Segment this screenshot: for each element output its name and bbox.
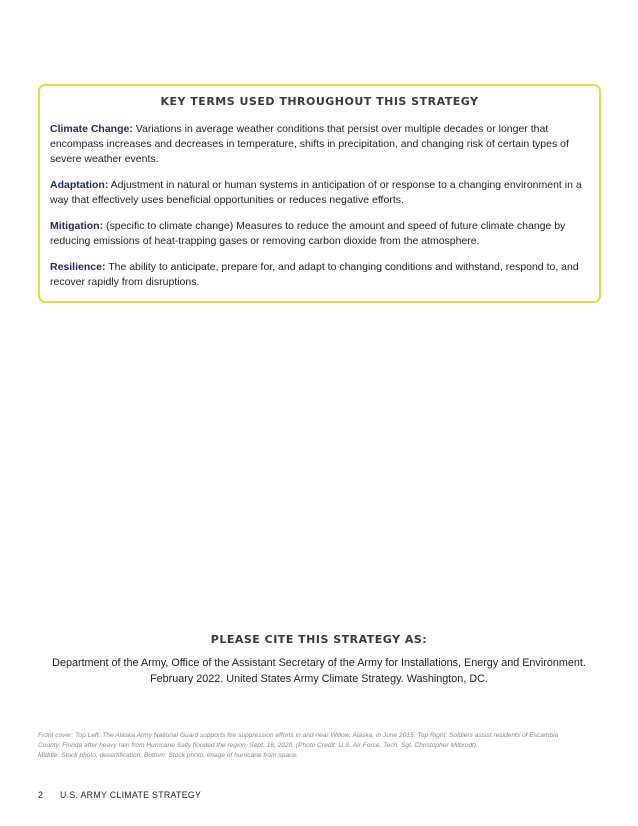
- term-definition: (specific to climate change) Measures to reduce the amount and speed of future climate change by reducing emissions of heat-trapping gases or removing carbon dioxide from the atmosphere.: [50, 220, 566, 247]
- citation-line-2: February 2022. United States Army Climate Strategy. Washington, DC.: [150, 673, 488, 685]
- term-name: Resilience:: [50, 261, 106, 273]
- footer-document-title: U.S. ARMY CLIMATE STRATEGY: [59, 790, 202, 800]
- photo-credits-line-2: County, Florida after heavy rain from Hurricane Sally flooded the region, Sept. 16, 2020. (Photo Credit: U.S. Air Force, Tech. Sgt. Christopher Milbrodt).: [38, 742, 478, 749]
- citation-line-1: Department of the Army, Office of the Assistant Secretary of the Army for Installations, Energy and Environment.: [52, 657, 586, 669]
- photo-credits: [38, 731, 603, 761]
- citation-title: PLEASE CITE THIS STRATEGY AS:: [210, 633, 428, 646]
- page-number: 2: [38, 790, 44, 800]
- term-definition: Variations in average weather conditions that persist over multiple decades or longer that encompass increases and decreases in temperature, shifts in precipitation, and changing risk of certain types of severe weather events.: [50, 123, 569, 165]
- term-mitigation: [50, 219, 589, 249]
- term-name: Climate Change:: [50, 123, 133, 135]
- term-definition: Adjustment in natural or human systems in anticipation of or response to a changing environment in a way that effectively uses beneficial opportunities or reduces negative efforts.: [50, 179, 582, 206]
- photo-credits-line-1: Front cover: Top Left: The Alaska Army National Guard supports fire suppression efforts in and near Willow, Alaska, in June 2015. Top Right: Soldiers assist residents of Escambia: [38, 732, 559, 739]
- term-name: Adaptation:: [50, 179, 109, 191]
- photo-credits-line-3: Middle: Stock photo, desertification. Bottom: Stock photo, image of hurricane from space.: [38, 752, 298, 759]
- term-climate-change: [50, 122, 589, 167]
- term-adaptation: [50, 178, 589, 208]
- term-name: Mitigation:: [50, 220, 104, 232]
- key-terms-title: KEY TERMS USED THROUGHOUT THIS STRATEGY: [160, 95, 479, 108]
- term-definition: The ability to anticipate, prepare for, and adapt to changing conditions and withstand, respond to, and recover rapidly from disruptions.: [50, 261, 579, 288]
- page-footer: [38, 790, 201, 800]
- citation-body: [40, 655, 598, 687]
- term-resilience: [50, 260, 589, 290]
- key-terms-box: [38, 84, 601, 303]
